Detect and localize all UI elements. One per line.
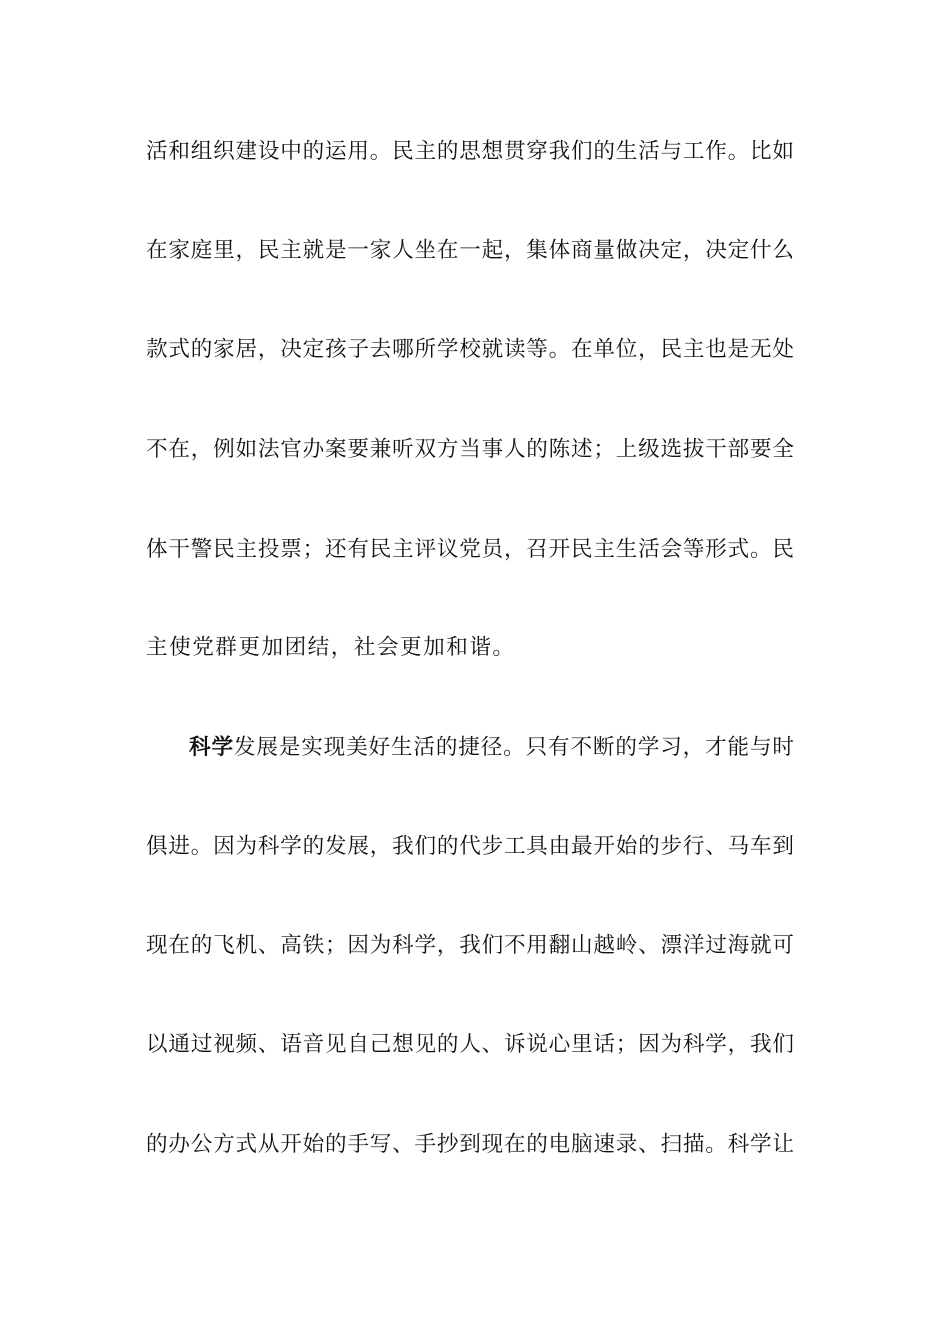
text-line: 活和组织建设中的运用。民主的思想贯穿我们的生活与工作。比如 bbox=[146, 139, 794, 164]
text-line: 的办公方式从开始的手写、手抄到现在的电脑速录、扫描。科学让 bbox=[146, 1132, 794, 1157]
text-line: 款式的家居，决定孩子去哪所学校就读等。在单位，民主也是无处 bbox=[146, 337, 794, 362]
text-line: 不在，例如法官办案要兼听双方当事人的陈述；上级选拔干部要全 bbox=[146, 437, 794, 462]
text-line: 俱进。因为科学的发展，我们的代步工具由最开始的步行、马车到 bbox=[146, 834, 794, 859]
text-line-first bbox=[189, 728, 794, 768]
text-line: 现在的飞机、高铁；因为科学，我们不用翻山越岭、漂洋过海就可 bbox=[146, 933, 794, 958]
text-span: 发展是实现美好生活的捷径。只有不断的学习，才能与时 bbox=[233, 735, 794, 760]
emphasis-text: 科学 bbox=[189, 735, 234, 760]
text-line: 体干警民主投票；还有民主评议党员，召开民主生活会等形式。民 bbox=[146, 537, 794, 562]
text-line: 主使党群更加团结，社会更加和谐。 bbox=[146, 635, 516, 660]
text-line: 以通过视频、语音见自己想见的人、诉说心里话；因为科学，我们 bbox=[146, 1032, 794, 1057]
text-line: 在家庭里，民主就是一家人坐在一起，集体商量做决定，决定什么 bbox=[146, 238, 794, 263]
